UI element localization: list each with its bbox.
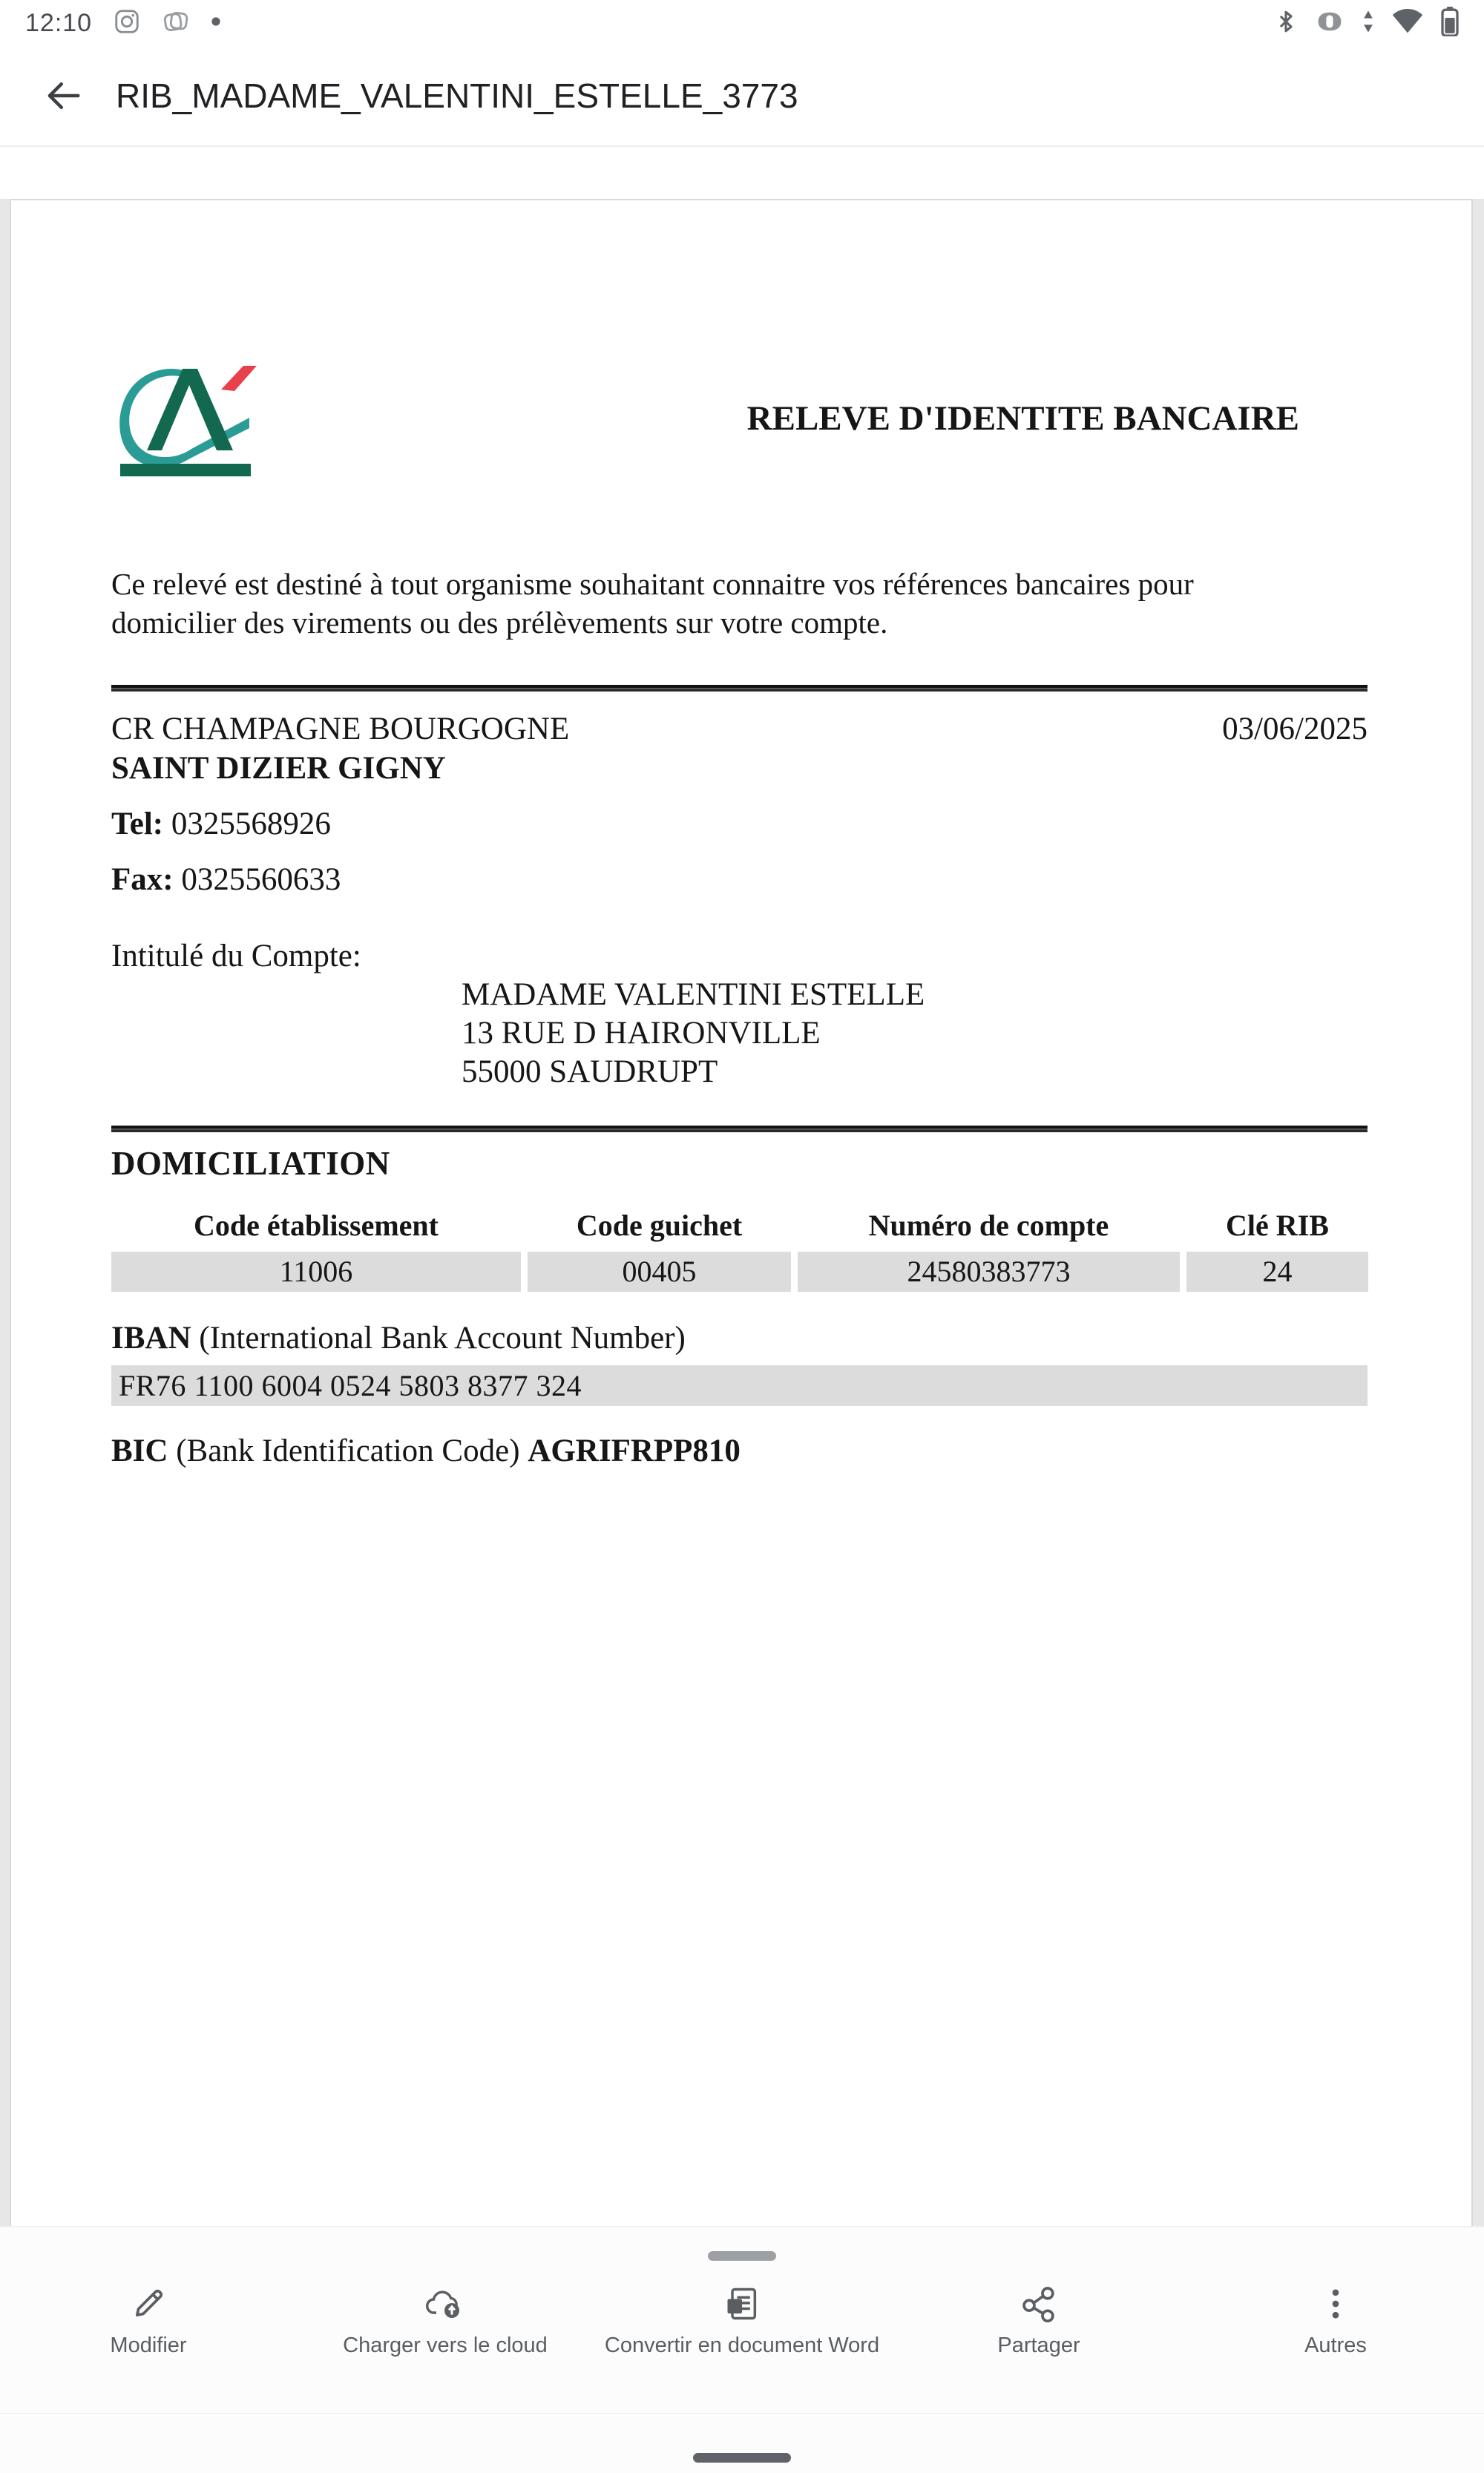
document-viewer[interactable] <box>0 148 1484 2236</box>
fax-line: Fax: 0325560633 <box>111 862 341 897</box>
status-bar <box>0 0 1484 46</box>
horizontal-rule <box>111 1126 1368 1132</box>
branch-name: SAINT DIZIER GIGNY <box>111 751 446 786</box>
domiciliation-heading: DOMICILIATION <box>111 1145 390 1182</box>
iban-label: IBAN (International Bank Account Number) <box>111 1321 686 1356</box>
document-title: RIB_MADAME_VALENTINI_ESTELLE_3773 <box>116 76 798 115</box>
bic-line: BIC (Bank Identification Code) AGRIFRPP810 <box>111 1433 741 1468</box>
share-icon <box>1020 2285 1058 2323</box>
column-header: Code guichet <box>576 1209 743 1242</box>
column-header: Numéro de compte <box>868 1209 1109 1242</box>
data-saver-icon <box>1315 10 1345 37</box>
more-options-button[interactable]: Autres <box>1187 2285 1484 2358</box>
app-bar <box>0 46 1484 147</box>
domiciliation-table <box>111 1208 1368 1292</box>
statement-date: 03/06/2025 <box>1222 712 1368 746</box>
numero-compte-value: 24580383773 <box>798 1252 1180 1292</box>
tel-line: Tel: 0325568926 <box>111 807 331 841</box>
clock: 12:10 <box>25 8 93 37</box>
account-holder-address: MADAME VALENTINI ESTELLE 13 RUE D HAIRONVILLE 55000 SAUDRUPT <box>462 977 925 1089</box>
page-gutter-right <box>1473 199 1484 2236</box>
upload-to-cloud-button[interactable]: Charger vers le cloud <box>297 2285 594 2358</box>
notification-dot <box>211 16 221 30</box>
page-gutter-left <box>0 199 10 2236</box>
svg-text:W: W <box>729 2299 741 2313</box>
arrow-left-icon <box>43 76 83 116</box>
horizontal-rule <box>111 685 1368 692</box>
divider <box>0 2413 1484 2414</box>
word-document-icon <box>723 2285 761 2323</box>
bottom-toolbar <box>0 2226 1484 2473</box>
column-header: Code établissement <box>194 1209 439 1242</box>
rib-heading: RELEVE D'IDENTITE BANCAIRE <box>746 399 1299 438</box>
intro-paragraph: Ce relevé est destiné à tout organisme souhaitant connaitre vos références bancaires pour domicilier des virements ou des prélèvements sur votre compte. <box>111 567 1194 640</box>
instagram-icon <box>113 7 141 39</box>
share-button[interactable]: Partager <box>890 2285 1187 2358</box>
overlapping-apps-icon <box>162 7 190 39</box>
wifi-icon <box>1392 9 1423 38</box>
more-dots-icon <box>1316 2285 1355 2323</box>
battery-icon <box>1441 7 1459 40</box>
bic-value: AGRIFRPP810 <box>528 1433 741 1468</box>
wifi-activity-icon <box>1362 10 1374 37</box>
pencil-icon <box>129 2285 168 2323</box>
credit-agricole-logo <box>111 358 260 479</box>
cloud-upload-icon <box>424 2285 466 2323</box>
convert-to-word-button[interactable]: W Convertir en document Word <box>594 2285 890 2358</box>
code-guichet-value: 00405 <box>528 1252 791 1292</box>
edit-button[interactable]: Modifier <box>0 2285 297 2358</box>
iban-value: FR76 1100 6004 0524 5803 8377 324 <box>111 1365 1368 1406</box>
code-etablissement-value: 11006 <box>111 1252 521 1292</box>
account-holder-label: Intitulé du Compte: <box>111 939 361 973</box>
back-button[interactable] <box>37 70 89 122</box>
column-header: Clé RIB <box>1226 1209 1329 1242</box>
pdf-page <box>10 199 1473 2236</box>
bluetooth-icon <box>1275 9 1297 38</box>
sheet-drag-handle[interactable] <box>708 2251 776 2261</box>
bank-name: CR CHAMPAGNE BOURGOGNE <box>111 712 570 746</box>
navigation-gesture-pill[interactable] <box>693 2453 791 2463</box>
cle-rib-value: 24 <box>1186 1252 1368 1292</box>
